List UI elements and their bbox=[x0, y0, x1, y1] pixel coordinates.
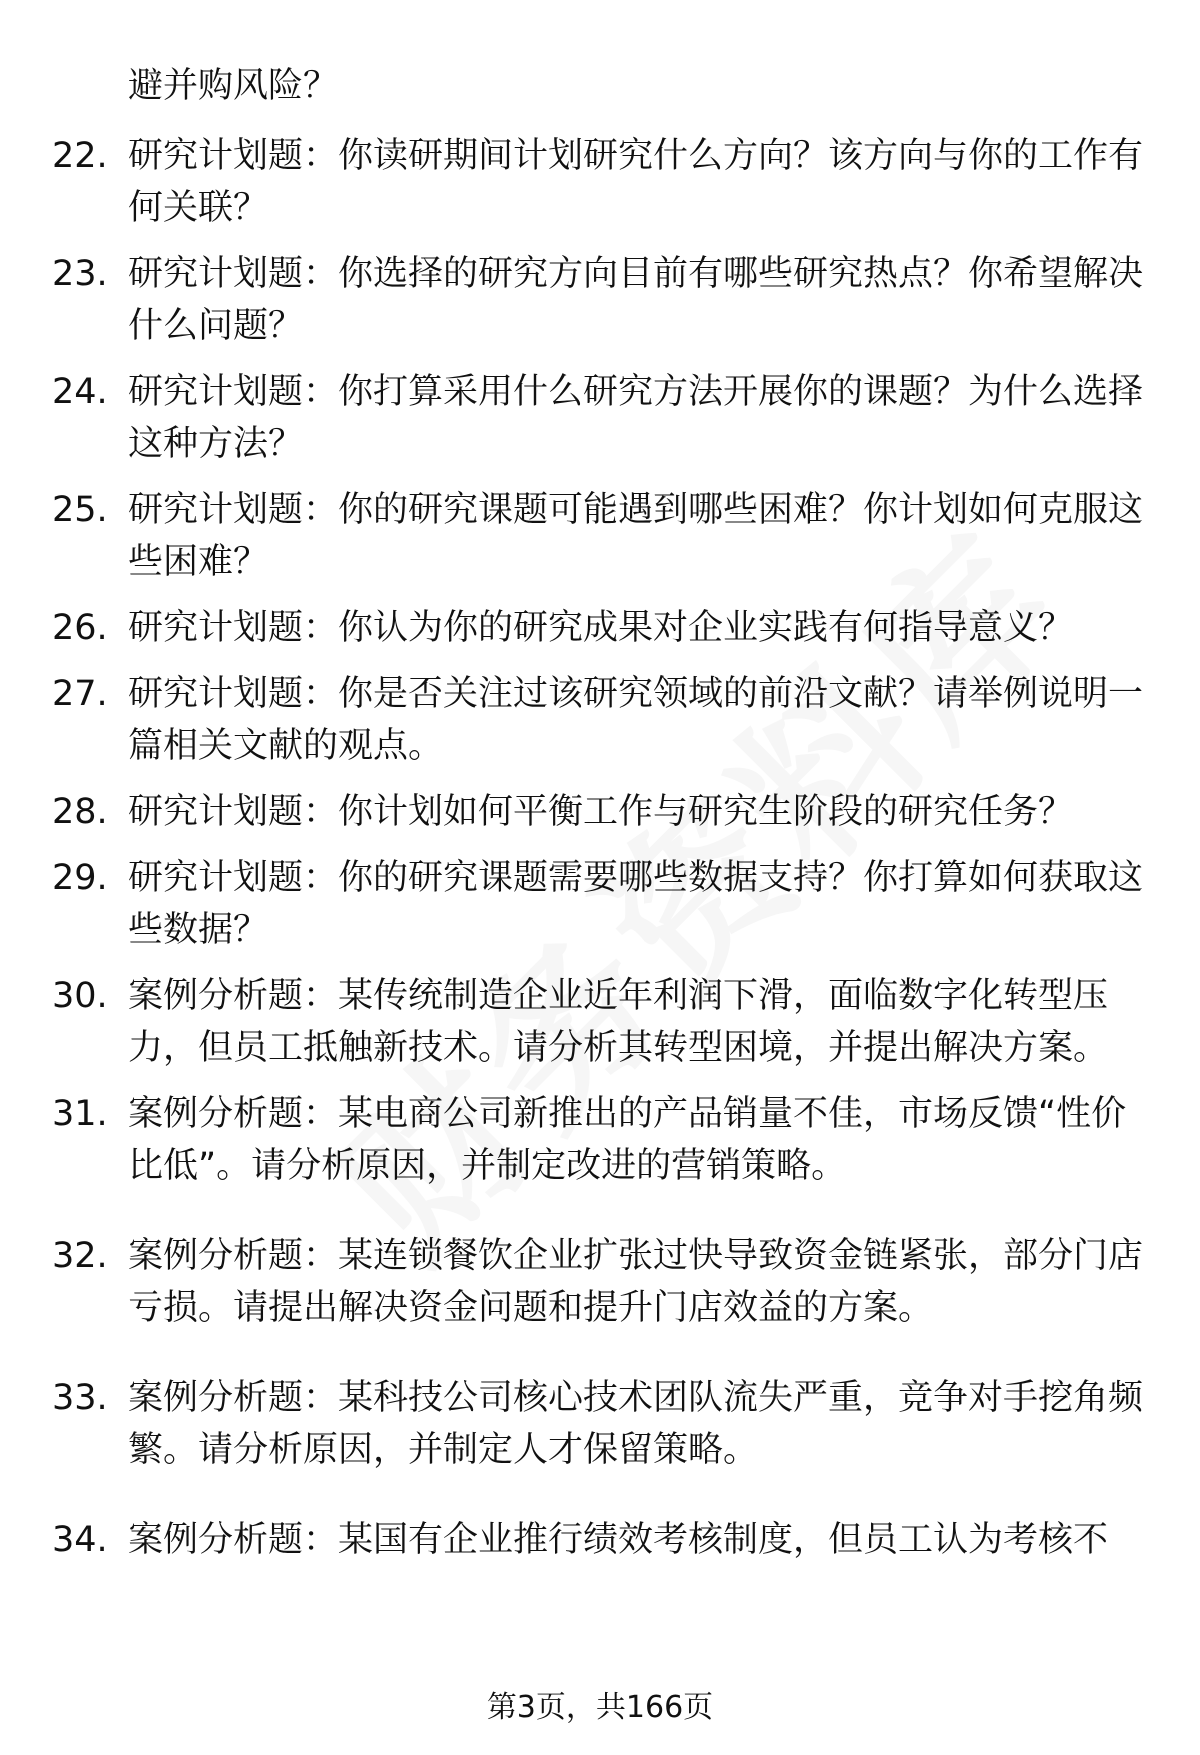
item-text: 研究计划题：你是否关注过该研究领域的前沿文献？请举例说明一篇相关文献的观点。 bbox=[128, 674, 1144, 766]
item-text: 研究计划题：你计划如何平衡工作与研究生阶段的研究任务？ bbox=[128, 792, 1074, 832]
item-number: 23. bbox=[52, 254, 108, 294]
item-text: 研究计划题：你读研期间计划研究什么方向？该方向与你的工作有何关联？ bbox=[128, 136, 1144, 228]
item-number: 30. bbox=[52, 976, 108, 1016]
item-text: 研究计划题：你认为你的研究成果对企业实践有何指导意义？ bbox=[128, 608, 1074, 648]
item-number: 27. bbox=[52, 674, 108, 714]
item-text: 案例分析题：某连锁餐饮企业扩张过快导致资金链紧张，部分门店亏损。请提出解决资金问题和提升门店效益的方案。 bbox=[128, 1236, 1144, 1328]
item-number: 33. bbox=[52, 1378, 108, 1418]
item-text: 案例分析题：某国有企业推行绩效考核制度，但员工认为考核不 bbox=[128, 1520, 1109, 1560]
item-number: 28. bbox=[52, 792, 108, 832]
page-footer: 第3页，共166页 bbox=[486, 1690, 714, 1725]
item-number: 32. bbox=[52, 1236, 108, 1276]
item-number: 29. bbox=[52, 858, 108, 898]
item-text: 案例分析题：某科技公司核心技术团队流失严重，竞争对手挖角频繁。请分析原因，并制定人才保留策略。 bbox=[128, 1378, 1144, 1470]
item-text: 研究计划题：你的研究课题需要哪些数据支持？你打算如何获取这些数据？ bbox=[128, 858, 1144, 950]
item-number: 26. bbox=[52, 608, 108, 648]
item-text: 案例分析题：某电商公司新推出的产品销量不佳，市场反馈“性价比低”。请分析原因，并制定改进的营销策略。 bbox=[128, 1094, 1127, 1186]
item-number: 31. bbox=[52, 1094, 108, 1134]
item-number: 24. bbox=[52, 372, 108, 412]
continuation-text: 避并购风险？ bbox=[128, 66, 339, 106]
item-number: 25. bbox=[52, 490, 108, 530]
item-text: 案例分析题：某传统制造企业近年利润下滑，面临数字化转型压力，但员工抵触新技术。请分析其转型困境，并提出解决方案。 bbox=[128, 976, 1109, 1068]
item-number: 22. bbox=[52, 136, 108, 176]
item-text: 研究计划题：你的研究课题可能遇到哪些困难？你计划如何克服这些困难？ bbox=[128, 490, 1144, 582]
item-text: 研究计划题：你选择的研究方向目前有哪些研究热点？你希望解决什么问题？ bbox=[128, 254, 1144, 346]
item-text: 研究计划题：你打算采用什么研究方法开展你的课题？为什么选择这种方法？ bbox=[128, 372, 1144, 464]
item-number: 34. bbox=[52, 1520, 108, 1560]
